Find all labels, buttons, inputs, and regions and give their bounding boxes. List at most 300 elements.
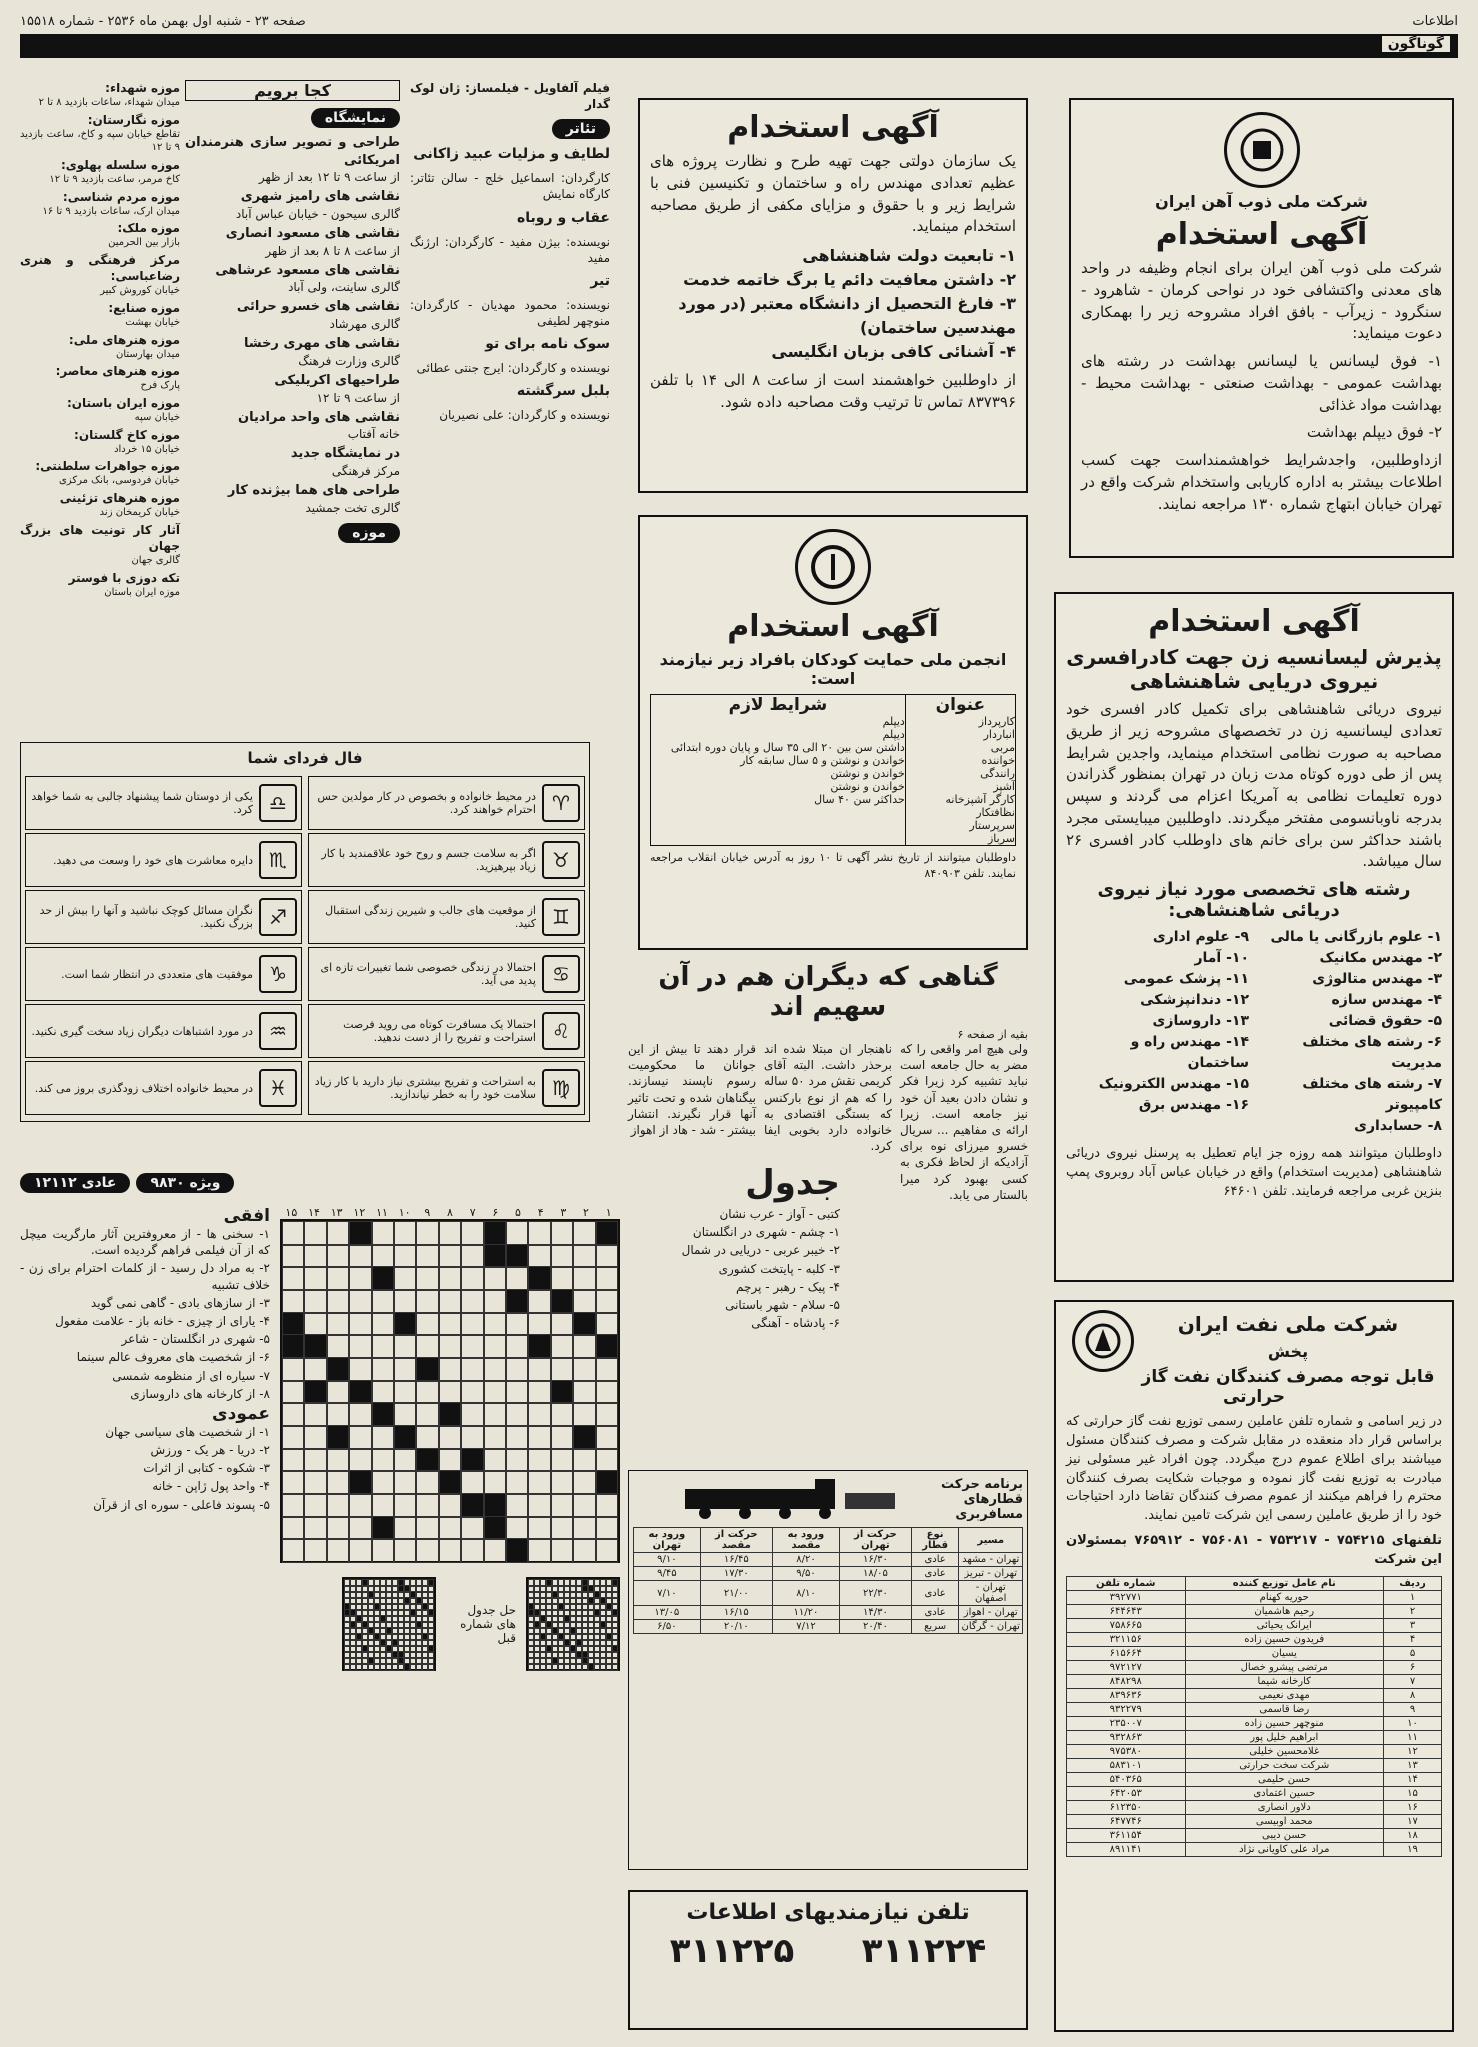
grid-cell bbox=[394, 1516, 416, 1541]
list-item bbox=[185, 298, 400, 332]
special-clues bbox=[20, 1206, 270, 1706]
grid-col-number: ۱ bbox=[605, 1206, 612, 1219]
grid-cell bbox=[573, 1221, 595, 1246]
grid-cell bbox=[528, 1448, 550, 1473]
navy-field: ۸- حسابداری bbox=[1354, 1118, 1442, 1134]
navy-field: ۱۳- داروسازی bbox=[1152, 1013, 1249, 1029]
grid-cell bbox=[372, 1312, 394, 1337]
horoscope-columns bbox=[25, 773, 585, 1118]
list-item: آشپز bbox=[993, 780, 1015, 793]
list-item bbox=[185, 482, 400, 516]
grid-cell bbox=[461, 1221, 483, 1246]
grid-cell bbox=[416, 1493, 438, 1518]
pisces-icon: ♓ bbox=[259, 1069, 297, 1107]
table-row bbox=[1067, 1800, 1442, 1814]
list-item: دیپلم bbox=[882, 715, 905, 728]
list-item bbox=[20, 80, 180, 110]
grid-cell bbox=[404, 1663, 410, 1671]
grid-cell bbox=[392, 1663, 398, 1671]
grid-cell bbox=[484, 1357, 506, 1382]
grid-cell bbox=[304, 1470, 326, 1495]
grid-cell bbox=[484, 1538, 506, 1563]
grid-cell bbox=[528, 1402, 550, 1427]
exhibit-column bbox=[185, 80, 400, 700]
col-header: حرکت از تهران bbox=[840, 1528, 912, 1553]
children-reqs bbox=[651, 695, 905, 845]
grid-cell bbox=[484, 1221, 506, 1246]
article-col: ناهنجار ان مبتلا شده اند برحذر داشت. البته آقای کریمی نقش مرد ۵۰ ساله را که هم از نوع بارکنس که بستگی اقتصادی به خانواده دارد بخوبی ایفا کرد. bbox=[764, 1042, 892, 1154]
list-item: خواننده bbox=[981, 754, 1015, 767]
grid-cell bbox=[596, 1334, 618, 1359]
grid-cell bbox=[600, 1663, 606, 1671]
nioc-logo-icon bbox=[1072, 1310, 1134, 1372]
grid-cell bbox=[573, 1244, 595, 1269]
grid-cell bbox=[461, 1470, 483, 1495]
design-item: ۱- تابعیت دولت شاهنشاهی bbox=[802, 246, 1016, 265]
grid-cell bbox=[528, 1357, 550, 1382]
grid-cell bbox=[282, 1357, 304, 1382]
list-item bbox=[20, 252, 180, 298]
grid-cell bbox=[551, 1470, 573, 1495]
train-title: برنامه حرکت قطارهای مسافربری bbox=[941, 1476, 1023, 1522]
grid-cell bbox=[506, 1266, 528, 1291]
grid-cell bbox=[596, 1380, 618, 1405]
horoscope-row bbox=[25, 1004, 302, 1058]
grid-cell bbox=[528, 1493, 550, 1518]
table-row bbox=[1067, 1842, 1442, 1856]
horoscope-row bbox=[25, 1061, 302, 1115]
table-cell: ۱۳ bbox=[1384, 1758, 1442, 1772]
grid-cell bbox=[546, 1663, 552, 1671]
clue: ۴- واحد پول ژاپن - خانه bbox=[152, 1479, 270, 1494]
grid-cell bbox=[596, 1266, 618, 1291]
grid-col-numbers bbox=[280, 1206, 620, 1219]
grid-cell bbox=[416, 1663, 422, 1671]
grid-cell bbox=[484, 1448, 506, 1473]
table-cell: یسیان bbox=[1185, 1646, 1384, 1660]
grid-cell bbox=[484, 1266, 506, 1291]
list-item: دیپلم bbox=[882, 728, 905, 741]
gas-title: قابل توجه مصرف کنندگان نفت گاز حرارتی bbox=[1141, 1367, 1435, 1407]
grid-cell bbox=[506, 1221, 528, 1246]
navy-field: ۱۶- مهندس برق bbox=[1138, 1097, 1249, 1113]
horoscope-row bbox=[25, 890, 302, 944]
grid-cell bbox=[439, 1493, 461, 1518]
grid-col-number: ۷ bbox=[469, 1206, 476, 1219]
grid-cell bbox=[573, 1289, 595, 1314]
grid-cell bbox=[349, 1516, 371, 1541]
grid-cell bbox=[372, 1334, 394, 1359]
grid-cell bbox=[327, 1334, 349, 1359]
list-item bbox=[185, 262, 400, 296]
grid-cell bbox=[573, 1312, 595, 1337]
navy-field: ۱۰- آمار bbox=[1194, 950, 1249, 966]
grid-cell bbox=[573, 1448, 595, 1473]
gas-phones: تلفنهای ۷۵۴۲۱۵ - ۷۵۳۲۱۷ - ۷۵۶۰۸۱ - ۷۶۵۹۱۲ بمسئولان این شرکت bbox=[1066, 1533, 1443, 1567]
table-cell: مراد علی کاویانی نژاد bbox=[1185, 1842, 1384, 1856]
grid-cell bbox=[394, 1470, 416, 1495]
list-item bbox=[185, 409, 400, 443]
exhibit-info: گالری تخت جمشید bbox=[305, 500, 400, 515]
list-item: خواندن و نوشتن bbox=[830, 767, 905, 780]
col-header: نوع قطار bbox=[911, 1528, 959, 1553]
navy-field: ۱۱- پزشک عمومی bbox=[1123, 971, 1249, 987]
regular-label: عادی bbox=[81, 1175, 117, 1191]
col-header: نام عامل توزیع کننده bbox=[1185, 1576, 1384, 1590]
gemini-icon: ♊ bbox=[542, 898, 580, 936]
grid-cell bbox=[282, 1425, 304, 1450]
col-header: ورود به تهران bbox=[634, 1528, 701, 1553]
table-cell: ۸۳۹۶۳۶ bbox=[1067, 1688, 1186, 1702]
table-cell: ۶۴۷۷۴۶ bbox=[1067, 1814, 1186, 1828]
article-col: ولی هیچ امر واقعی را که مضر به حال جامعه است نباید تشبیه کرد زیرا فکر و نشان دادن بعید آن خود نیز جامعه است. زیرا ارائه ی مفاهیم ... سریال خسرو میرزای نوه برای آزادیکه از لحاظ فکری به کسی بهبود کرد میرا بالستار می یابد. bbox=[900, 1042, 1028, 1202]
museum-title: موزه صنایع: bbox=[108, 300, 180, 315]
grid-cell bbox=[506, 1402, 528, 1427]
taurus-icon: ♉ bbox=[542, 841, 580, 879]
grid-cell bbox=[573, 1425, 595, 1450]
grid-cell bbox=[416, 1402, 438, 1427]
show-title: سوک نامه برای تو bbox=[485, 336, 610, 353]
grid-cell bbox=[439, 1334, 461, 1359]
ad-gas bbox=[1054, 1300, 1454, 2032]
navy-field: ۲- مهندس مکانیک bbox=[1319, 950, 1442, 966]
table-cell: مرتضی پیشرو خصال bbox=[1185, 1660, 1384, 1674]
navy-field: ۴- مهندس سازه bbox=[1331, 992, 1442, 1008]
grid-cell bbox=[461, 1448, 483, 1473]
steel-title: آگهی استخدام bbox=[1155, 217, 1368, 252]
grid-cell bbox=[349, 1425, 371, 1450]
exhibit-info: گالری مهرشاد bbox=[329, 317, 400, 332]
steel-item-1: ۱- فوق لیسانس یا لیسانس بهداشت در رشته های بهداشت عمومی - بهداشت صنعتی - بهداشت محیط - بهداشت مواد غذائی bbox=[1081, 352, 1442, 414]
museum-title: موزه شهداء: bbox=[105, 81, 180, 95]
navy-field: ۶- رشته های مختلف مدیریت bbox=[1302, 1034, 1442, 1071]
grid-cell bbox=[484, 1334, 506, 1359]
clue: ۲- دریا - هر یک - ورزش bbox=[150, 1443, 270, 1458]
table-row bbox=[1067, 1716, 1442, 1730]
prev-grid bbox=[342, 1577, 436, 1671]
grid-cell bbox=[304, 1425, 326, 1450]
grid-cell bbox=[596, 1402, 618, 1427]
grid-cell bbox=[394, 1266, 416, 1291]
clue: ۶- پادشاه - آهنگی bbox=[751, 1316, 840, 1331]
grid-cell bbox=[416, 1289, 438, 1314]
grid-cell bbox=[282, 1312, 304, 1337]
grid-cell bbox=[394, 1289, 416, 1314]
list-item bbox=[20, 490, 180, 520]
grid-cell bbox=[551, 1357, 573, 1382]
navy-footer: داوطلبان میتوانند همه روزه جز ایام تعطیل به پرسنل نیروی دریائی شاهنشاهی (مدیریت استخدام) واقع در خیابان عباس آباد روبروی پمپ بنزین غربی مراجعه فرمایند. تلفن ۶۴۶۰۱ bbox=[1066, 1146, 1442, 1199]
regular-badge bbox=[20, 1173, 130, 1193]
table-cell: ۹/۴۵ bbox=[634, 1567, 701, 1581]
section-bar bbox=[20, 34, 1458, 58]
list-item bbox=[185, 445, 400, 479]
exhibit-title: طراحی های هما بیژنده کار bbox=[227, 483, 400, 499]
grid-cell bbox=[282, 1289, 304, 1314]
grid-cell bbox=[596, 1493, 618, 1518]
grid-cell bbox=[282, 1448, 304, 1473]
grid-col-number: ۱۵ bbox=[285, 1206, 298, 1219]
grid-cell bbox=[372, 1538, 394, 1563]
horoscope-text: از موقعیت های جالب و شیرین زندگی استقبال کنید. bbox=[325, 904, 536, 930]
horoscope-row bbox=[308, 890, 585, 944]
grid-cell bbox=[349, 1380, 371, 1405]
list-item bbox=[20, 112, 180, 155]
gas-table bbox=[1066, 1576, 1442, 1857]
table-cell: ۳۹۲۷۷۱ bbox=[1067, 1590, 1186, 1604]
theatre-label-wrap bbox=[410, 118, 610, 139]
grid-cell bbox=[394, 1380, 416, 1405]
sagittarius-icon: ♐ bbox=[259, 898, 297, 936]
grid-cell bbox=[304, 1289, 326, 1314]
grid-cell bbox=[551, 1334, 573, 1359]
grid-cell bbox=[461, 1357, 483, 1382]
table-cell: حسین اعتمادی bbox=[1185, 1786, 1384, 1800]
horoscope-text: دایره معاشرت های خود را وسعت می دهید. bbox=[52, 853, 253, 867]
table-header-row bbox=[1067, 1576, 1442, 1590]
grid-cell bbox=[551, 1244, 573, 1269]
article-col: قرار دهند تا بیش از این جوانان ما محکومیت رسوم ناپسند نیسازند. بیگناهان شده و تحت تاثیر آنها قرار نگیرند. انتشار بیشتر - شد - هاد از اهواز bbox=[628, 1042, 756, 1137]
navy-field: ۹- علوم اداری bbox=[1152, 929, 1249, 945]
cancer-icon: ♋ bbox=[542, 955, 580, 993]
clue: ۱- چشم - شهری در انگلستان bbox=[692, 1225, 840, 1240]
table-cell: رضا قاسمی bbox=[1185, 1702, 1384, 1716]
grid-cell bbox=[327, 1289, 349, 1314]
clue: ۸- از کارخانه های داروسازی bbox=[130, 1386, 270, 1401]
grid-cell bbox=[596, 1516, 618, 1541]
across-list bbox=[20, 1226, 270, 1402]
museum-title: موزه سلسله پهلوی: bbox=[60, 157, 180, 172]
grid-cell bbox=[484, 1493, 506, 1518]
theatre-list bbox=[410, 145, 610, 423]
exhibit-title: نقاشی های مسعود عرشاهی bbox=[215, 262, 400, 278]
design-title: آگهی استخدام bbox=[727, 110, 939, 145]
navy-subtitle: پذیرش لیسانسیه زن جهت کادرافسری نیروی دریایی شاهنشاهی bbox=[1066, 645, 1442, 693]
design-item: ۳- فارغ التحصیل از دانشگاه معتبر (در مورد مهندسین ساختمان) bbox=[678, 294, 1016, 337]
clue: ۲- خیبر عربی - دریایی در شمال bbox=[681, 1243, 840, 1258]
grid-cell bbox=[551, 1221, 573, 1246]
clue: ۳- از سازهای بادی - گاهی نمی گوید bbox=[90, 1295, 270, 1310]
article-cont: بقیه از صفحه ۶ bbox=[957, 1028, 1028, 1041]
clue: ۴- یارای از چیزی - خانه باز - علامت مفعول bbox=[55, 1313, 270, 1328]
grid-cell bbox=[362, 1663, 368, 1671]
grid-cell bbox=[506, 1470, 528, 1495]
horoscope-row bbox=[308, 833, 585, 887]
grid-cell bbox=[282, 1244, 304, 1269]
table-cell: ۶۴۴۶۴۳ bbox=[1067, 1604, 1186, 1618]
horoscope-text: احتمالا در زندگی خصوصی شما تغییرات تازه ای پدید می آید. bbox=[320, 961, 536, 987]
table-cell: ۱۱ bbox=[1384, 1730, 1442, 1744]
grid-cell bbox=[372, 1470, 394, 1495]
grid-col-number: ۸ bbox=[447, 1206, 453, 1219]
museum-title: موزه نگارستان: bbox=[87, 112, 180, 127]
table-cell: ۹۷۵۳۸۰ bbox=[1067, 1744, 1186, 1758]
grid-cell bbox=[528, 1663, 534, 1671]
table-cell: عادی bbox=[911, 1606, 959, 1620]
table-row bbox=[1067, 1660, 1442, 1674]
clue: ۵- شهری در انگلستان - شاعر bbox=[121, 1332, 270, 1347]
table-row bbox=[1067, 1674, 1442, 1688]
exhibit-info: گالری وزارت فرهنگ bbox=[298, 353, 400, 368]
museum-label: موزه bbox=[338, 523, 400, 543]
horoscope-text: به استراحت و تفریح بیشتری نیاز دارید با کار زیاد سلامت خود را به خطر نیاندازید. bbox=[314, 1075, 536, 1101]
regular-number: ۱۲۱۱۲ bbox=[34, 1175, 77, 1191]
grid-cell bbox=[282, 1516, 304, 1541]
phone-number: ۳۱۱۲۲۴ bbox=[861, 1931, 987, 1971]
design-item: ۴- آشنائی کافی بزبان انگلیسی bbox=[771, 342, 1016, 361]
grid-cell bbox=[304, 1448, 326, 1473]
grid-cell bbox=[282, 1402, 304, 1427]
grid-cell bbox=[282, 1380, 304, 1405]
navy-field: ۳- مهندس متالوژی bbox=[1312, 971, 1442, 987]
table-cell: ۵۴۰۳۶۵ bbox=[1067, 1772, 1186, 1786]
grid-cell bbox=[394, 1312, 416, 1337]
exhibit-info: از ساعت ۸ تا ۸ بعد از ظهر bbox=[265, 243, 400, 258]
navy-fields bbox=[1066, 927, 1442, 1137]
table-cell: ۱۶/۴۵ bbox=[700, 1553, 772, 1567]
gas-dept: پخش bbox=[1267, 1342, 1309, 1361]
table-cell: ۱۷ bbox=[1384, 1814, 1442, 1828]
table-row bbox=[1067, 1604, 1442, 1618]
table-cell: کارخانه شیما bbox=[1185, 1674, 1384, 1688]
table-cell: ۱۳/۰۵ bbox=[634, 1606, 701, 1620]
ad-steel bbox=[1069, 98, 1454, 558]
list-item bbox=[410, 382, 610, 423]
navy-field: ۷- رشته های مختلف کامپیوتر bbox=[1302, 1076, 1442, 1113]
table-cell: ۱۸/۰۵ bbox=[840, 1567, 912, 1581]
table-cell: ۱ bbox=[1384, 1590, 1442, 1604]
grid-cell bbox=[594, 1663, 600, 1671]
list-item bbox=[20, 458, 180, 488]
col-header: شرایط لازم bbox=[728, 695, 828, 715]
table-cell: عادی bbox=[911, 1553, 959, 1567]
table-cell: تهران - اهواز bbox=[959, 1606, 1023, 1620]
clue: کتبی - آواز - عرب نشان bbox=[719, 1207, 840, 1221]
grid-cell bbox=[422, 1663, 428, 1671]
horoscope-row bbox=[25, 833, 302, 887]
grid-cell bbox=[327, 1538, 349, 1563]
museum-info: میدان ارک، ساعات بازدید ۹ تا ۱۶ bbox=[42, 205, 180, 217]
grid-cell bbox=[372, 1380, 394, 1405]
aquarius-icon: ♒ bbox=[259, 1012, 297, 1050]
horoscope-text: یکی از دوستان شما پیشنهاد جالبی به شما خواهد کرد. bbox=[31, 790, 253, 816]
grid-cell bbox=[552, 1663, 558, 1671]
grid-cell bbox=[573, 1493, 595, 1518]
museum-title: تکه دوزی با فوستر bbox=[68, 570, 180, 585]
list-item bbox=[20, 300, 180, 330]
table-cell: ۳۲۱۱۵۶ bbox=[1067, 1632, 1186, 1646]
grid-cell bbox=[596, 1448, 618, 1473]
grid-cell bbox=[372, 1244, 394, 1269]
grid-cell bbox=[304, 1221, 326, 1246]
section-title: گوناگون bbox=[1382, 36, 1450, 52]
show-info: نویسنده و کارگردان: علی نصیریان bbox=[439, 408, 610, 423]
table-cell: ۴ bbox=[1384, 1632, 1442, 1646]
show-title: لطایف و مزلیات عبید زاکانی bbox=[413, 146, 610, 163]
table-cell: حسن دیبی bbox=[1185, 1828, 1384, 1842]
table-cell: ۱۶/۱۵ bbox=[700, 1606, 772, 1620]
table-row bbox=[1067, 1814, 1442, 1828]
grid-cell bbox=[439, 1221, 461, 1246]
grid-cell bbox=[439, 1538, 461, 1563]
grid-cell bbox=[394, 1538, 416, 1563]
grid-cell bbox=[439, 1516, 461, 1541]
clue: ۳- شکوه - کتابی از اثرات bbox=[143, 1461, 270, 1476]
virgo-icon: ♍ bbox=[542, 1069, 580, 1107]
grid-cell bbox=[573, 1516, 595, 1541]
clue: ۷- سیاره ای از منظومه شمسی bbox=[112, 1368, 270, 1383]
grid-cell bbox=[528, 1289, 550, 1314]
grid-cell bbox=[439, 1357, 461, 1382]
prev-grid bbox=[526, 1577, 620, 1671]
grid-cell bbox=[582, 1663, 588, 1671]
grid-cell bbox=[282, 1538, 304, 1563]
museum-info: خیابان ۱۵ خرداد bbox=[114, 443, 180, 455]
grid-cell bbox=[551, 1402, 573, 1427]
grid-wrap bbox=[280, 1206, 620, 1706]
grid-cell bbox=[327, 1470, 349, 1495]
grid-col-number: ۱۴ bbox=[308, 1206, 320, 1219]
grid-col-number: ۴ bbox=[537, 1206, 544, 1219]
grid-cell bbox=[596, 1221, 618, 1246]
grid-col-number: ۶ bbox=[492, 1206, 499, 1219]
list-item bbox=[410, 335, 610, 376]
grid-cell bbox=[484, 1312, 506, 1337]
grid-cell bbox=[282, 1470, 304, 1495]
grid-cell bbox=[484, 1244, 506, 1269]
grid-cell bbox=[596, 1470, 618, 1495]
design-body: یک سازمان دولتی جهت تهیه طرح و نظارت پروژه های عظیم تعدادی مهندس راه و ساختمان و تکنیسین فنی با شرایط زیر و با حقوق و مزایای مکفی از طریق مصاحبه استخدام مینماید. bbox=[650, 152, 1016, 236]
grid-cell bbox=[394, 1448, 416, 1473]
grid-cell bbox=[368, 1663, 374, 1671]
horoscope-title: فال فردای شما bbox=[247, 749, 363, 767]
table-cell: ۲۰/۱۰ bbox=[700, 1620, 772, 1634]
grid-cell bbox=[349, 1538, 371, 1563]
grid-cell bbox=[372, 1357, 394, 1382]
grid-cell bbox=[439, 1289, 461, 1314]
grid-cell bbox=[596, 1357, 618, 1382]
table-cell: ۸/۲۰ bbox=[772, 1553, 839, 1567]
grid-cell bbox=[282, 1493, 304, 1518]
clue: ۲- به مراد دل رسید - از کلمات احترام برای زن - خلاف تشبیه bbox=[20, 1261, 270, 1292]
grid-cell bbox=[461, 1244, 483, 1269]
table-row bbox=[634, 1620, 1023, 1634]
grid-cell bbox=[484, 1289, 506, 1314]
children-logo-icon bbox=[795, 529, 871, 605]
grid-cell bbox=[344, 1663, 350, 1671]
train-icon bbox=[665, 1475, 905, 1523]
grid-cell bbox=[461, 1402, 483, 1427]
grid-cell bbox=[416, 1221, 438, 1246]
museum-info: خیابان سپه bbox=[134, 412, 180, 424]
exhibit-title: طراحیهای اکریلیکی bbox=[274, 372, 400, 388]
clue: ۶- از شخصیت های معروف عالم سینما bbox=[76, 1350, 270, 1365]
table-cell: ۱۰ bbox=[1384, 1716, 1442, 1730]
horoscope-text: احتمالا یک مسافرت کوتاه می روید فرصت استراحت و تفریح را از دست ندهید. bbox=[343, 1018, 536, 1044]
where-to-go: کجا برویم bbox=[185, 80, 400, 101]
horoscope-row bbox=[308, 1061, 585, 1115]
grid-cell bbox=[349, 1244, 371, 1269]
table-cell: شرکت سخت حرارتی bbox=[1185, 1758, 1384, 1772]
museum-info: میدان شهداء، ساعات بازدید ۸ تا ۲ bbox=[38, 97, 180, 109]
table-row bbox=[1067, 1646, 1442, 1660]
capricorn-icon: ♑ bbox=[259, 955, 297, 993]
museum-info: خیابان فردوسی، بانک مرکزی bbox=[58, 475, 180, 487]
museum-title: موزه هنرهای ملی: bbox=[68, 332, 180, 347]
grid-cell bbox=[573, 1334, 595, 1359]
grid-cell bbox=[416, 1538, 438, 1563]
table-cell: ۸۹۱۱۴۱ bbox=[1067, 1842, 1186, 1856]
museum-info: کاخ مرمر، ساعت بازدید ۹ تا ۱۲ bbox=[49, 174, 180, 186]
